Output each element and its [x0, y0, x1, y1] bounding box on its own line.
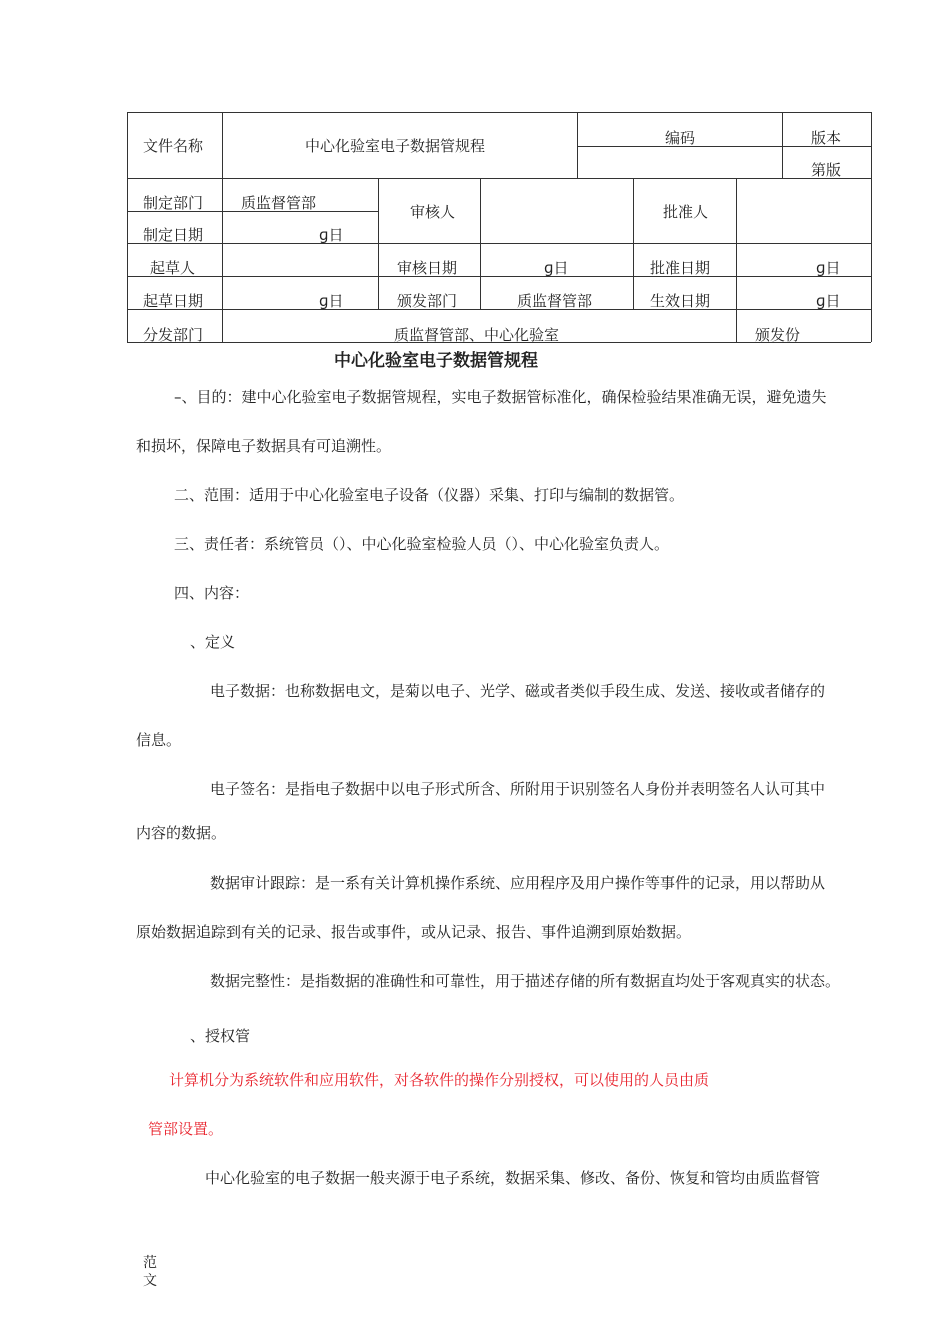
- cell-code-label: 编码: [665, 129, 696, 147]
- table-line-row3: [127, 276, 871, 277]
- cell-review-date-value: ɡ日: [544, 259, 569, 277]
- table-col-3: [480, 178, 481, 309]
- definition-audit-trail-line-2: 原始数据追踪到有关的记录、报告或事件，或从记录、报告、事件追溯到原始数据。: [136, 923, 692, 941]
- document-title: 中心化验室电子数据管规程: [334, 351, 538, 371]
- cell-review-date-label: 审核日期: [397, 259, 458, 277]
- footer-char-2: 文: [143, 1273, 157, 1289]
- cell-reviewer-label: 审核人: [410, 203, 456, 221]
- cell-copies-label: 颁发份: [755, 326, 801, 344]
- definition-electronic-data-line-1: 电子数据：也称数据电文，是菊以电子、光学、磁或者类似手段生成、发送、接收或者储存的: [210, 682, 826, 700]
- cell-date-made-label: 制定日期: [143, 226, 204, 244]
- cell-issue-dept-value: 质监督管部: [517, 292, 593, 310]
- cell-draft-date-value: ɡ日: [319, 292, 344, 310]
- cell-dept-value: 质监督管部: [241, 194, 317, 212]
- definition-signature-line-1: 电子签名：是指电子数据中以电子形式所含、所附用于识别签名人身份并表明签名人认可其中: [210, 780, 826, 798]
- cell-dept-label: 制定部门: [143, 194, 204, 212]
- table-col-code: [577, 112, 578, 178]
- cell-date-made-value: ɡ日: [319, 226, 344, 244]
- purpose-line-2: 和损坏，保障电子数据具有可追溯性。: [136, 437, 392, 455]
- cell-approver-label: 批准人: [663, 203, 709, 221]
- definition-audit-trail-line-1: 数据审计跟踪：是一系有关计算机操作系统、应用程序及用户操作等事件的记录，用以帮助从: [210, 874, 826, 892]
- table-col-1: [222, 112, 223, 342]
- table-col-version: [782, 112, 783, 178]
- table-line-row1: [127, 178, 871, 179]
- table-border-left: [127, 112, 128, 342]
- table-border-right: [871, 112, 872, 342]
- authorization-body-line: 中心化验室的电子数据一般夹源于电子系统，数据采集、修改、备份、恢复和管均由质监督管: [205, 1169, 821, 1187]
- purpose-line-1: –、目的：建中心化验室电子数据管规程，实电子数据管标准化，确保检验结果准确无误，避免遗失: [174, 388, 827, 406]
- cell-issue-dept-label: 颁发部门: [397, 292, 458, 310]
- footer-char-1: 范: [143, 1255, 157, 1271]
- table-border-top: [127, 112, 871, 113]
- cell-version-value: 第版: [811, 161, 842, 179]
- definition-data-integrity: 数据完整性：是指数据的准确性和可靠性，用于描述存储的所有数据直均处于客观真实的状态。: [210, 972, 841, 990]
- authorization-red-line-2: 管部设置。: [148, 1120, 224, 1138]
- cell-version-label: 版本: [811, 129, 842, 147]
- cell-approve-date-label: 批准日期: [650, 259, 711, 277]
- content-heading: 四、内容：: [174, 584, 250, 602]
- cell-approve-date-value: ɡ日: [816, 259, 841, 277]
- cell-draft-date-label: 起草日期: [143, 292, 204, 310]
- cell-effective-date-label: 生效日期: [650, 292, 711, 310]
- definition-electronic-data-line-2: 信息。: [136, 731, 182, 749]
- table-line-row4: [127, 309, 871, 310]
- definition-signature-line-2: 内容的数据。: [136, 824, 227, 842]
- cell-file-name-label: 文件名称: [143, 137, 204, 155]
- cell-distribution-value: 质监督管部、中心化验室: [394, 326, 560, 344]
- section-authorization-heading: 、授权管: [190, 1027, 251, 1045]
- section-definition-heading: 、定义: [190, 633, 236, 651]
- authorization-red-line-1: 计算机分为系统软件和应用软件，对各软件的操作分别授权，可以使用的人员由质: [169, 1071, 710, 1089]
- cell-file-name-value: 中心化验室电子数据管规程: [305, 137, 486, 155]
- table-line-row2: [127, 243, 871, 244]
- table-col-4: [633, 178, 634, 309]
- scope-paragraph: 二、范围：适用于中心化验室电子设备（仪器）采集、打印与编制的数据管。: [174, 486, 685, 504]
- cell-effective-date-value: ɡ日: [816, 292, 841, 310]
- cell-distribution-label: 分发部门: [143, 326, 204, 344]
- table-col-2: [378, 178, 379, 309]
- cell-drafter-label: 起草人: [150, 259, 196, 277]
- table-col-5: [736, 178, 737, 342]
- responsible-paragraph: 三、责任者：系统管员（）、中心化验室检验人员（）、中心化验室负责人。: [174, 535, 670, 553]
